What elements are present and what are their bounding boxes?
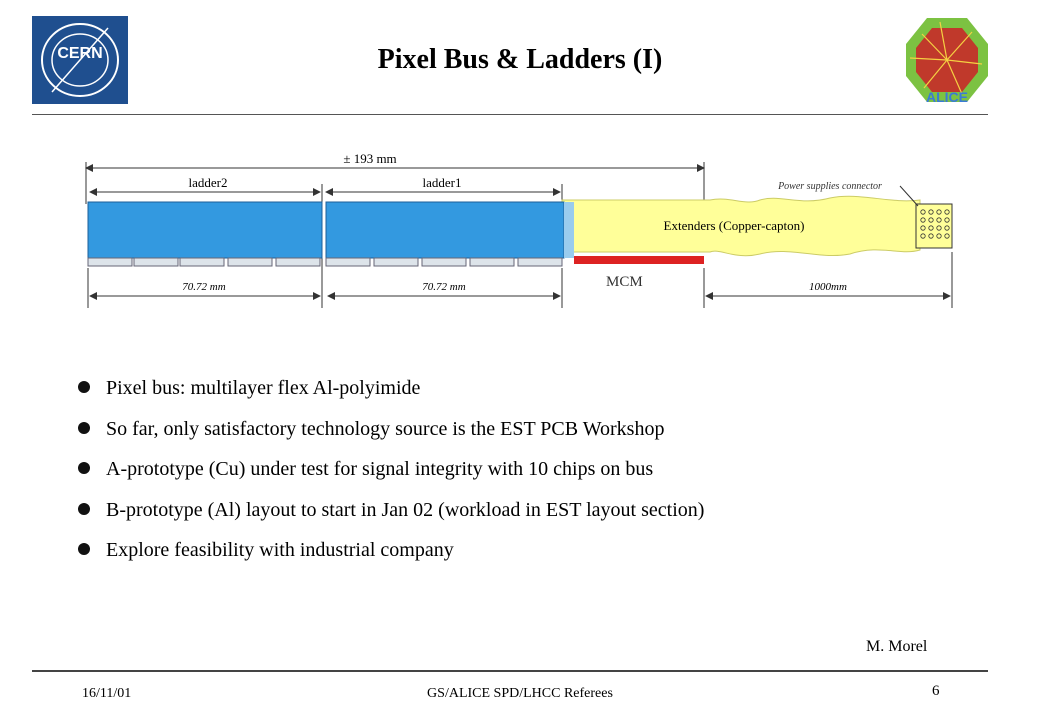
power-supplies-label: Power supplies connector [778, 181, 882, 192]
bullet-icon [78, 462, 90, 474]
ladder1-edge [564, 202, 574, 258]
ladder2-sensor [88, 202, 322, 258]
author-name: M. Morel [866, 638, 928, 655]
alice-logo [902, 14, 992, 106]
bullet-icon [78, 381, 90, 393]
bullet-item [78, 368, 978, 409]
bullet-text: Explore feasibility with industrial company [106, 539, 454, 561]
bullet-list [78, 368, 978, 571]
page-number: 6 [932, 683, 940, 699]
pixel-bus-diagram [70, 140, 970, 320]
footer-divider [32, 670, 988, 672]
readout-chip [326, 258, 370, 266]
bullet-icon [78, 422, 90, 434]
ladder1-sensor [326, 202, 564, 258]
readout-chip [134, 258, 178, 266]
cern-logo-text: CERN [57, 45, 103, 62]
readout-chip [276, 258, 320, 266]
total-length-label: ± 193 mm [343, 151, 397, 166]
alice-logo-graphic [902, 14, 992, 106]
bullet-text: B-prototype (Al) layout to start in Jan 02 (workload in EST layout section) [106, 498, 705, 521]
readout-chip [470, 258, 514, 266]
bullet-icon [78, 503, 90, 515]
extenders-label: Extenders (Copper-capton) [663, 218, 805, 233]
ladder2-label: ladder2 [188, 175, 228, 190]
header-divider [32, 114, 988, 115]
readout-chip [88, 258, 132, 266]
alice-logo-text: ALICE [926, 89, 968, 105]
diagram-canvas [70, 140, 970, 320]
bullet-icon [78, 543, 90, 555]
bullet-item [78, 530, 978, 571]
bullet-text: Pixel bus: multilayer flex Al-polyimide [106, 377, 421, 399]
bullet-text: A-prototype (Cu) under test for signal integrity with 10 chips on bus [106, 458, 654, 480]
mcm-bar [574, 256, 704, 264]
readout-chip [228, 258, 272, 266]
readout-chip [518, 258, 562, 266]
readout-chip [422, 258, 466, 266]
page-title: Pixel Bus & Ladders (I) [377, 44, 663, 75]
mcm-label: MCM [606, 274, 643, 290]
bullet-item [78, 409, 978, 450]
extender-length-label: 1000mm [809, 281, 847, 293]
ladder1-width-label: 70.72 mm [422, 281, 466, 293]
readout-chip [374, 258, 418, 266]
ladder1-label: ladder1 [422, 175, 462, 190]
footer-date: 16/11/01 [82, 686, 132, 701]
bullet-item [78, 490, 978, 531]
footer-title: GS/ALICE SPD/LHCC Referees [427, 686, 613, 701]
bullet-item [78, 449, 978, 490]
ladder2-width-label: 70.72 mm [182, 281, 226, 293]
readout-chip [180, 258, 224, 266]
bullet-text: So far, only satisfactory technology source is the EST PCB Workshop [106, 417, 665, 440]
